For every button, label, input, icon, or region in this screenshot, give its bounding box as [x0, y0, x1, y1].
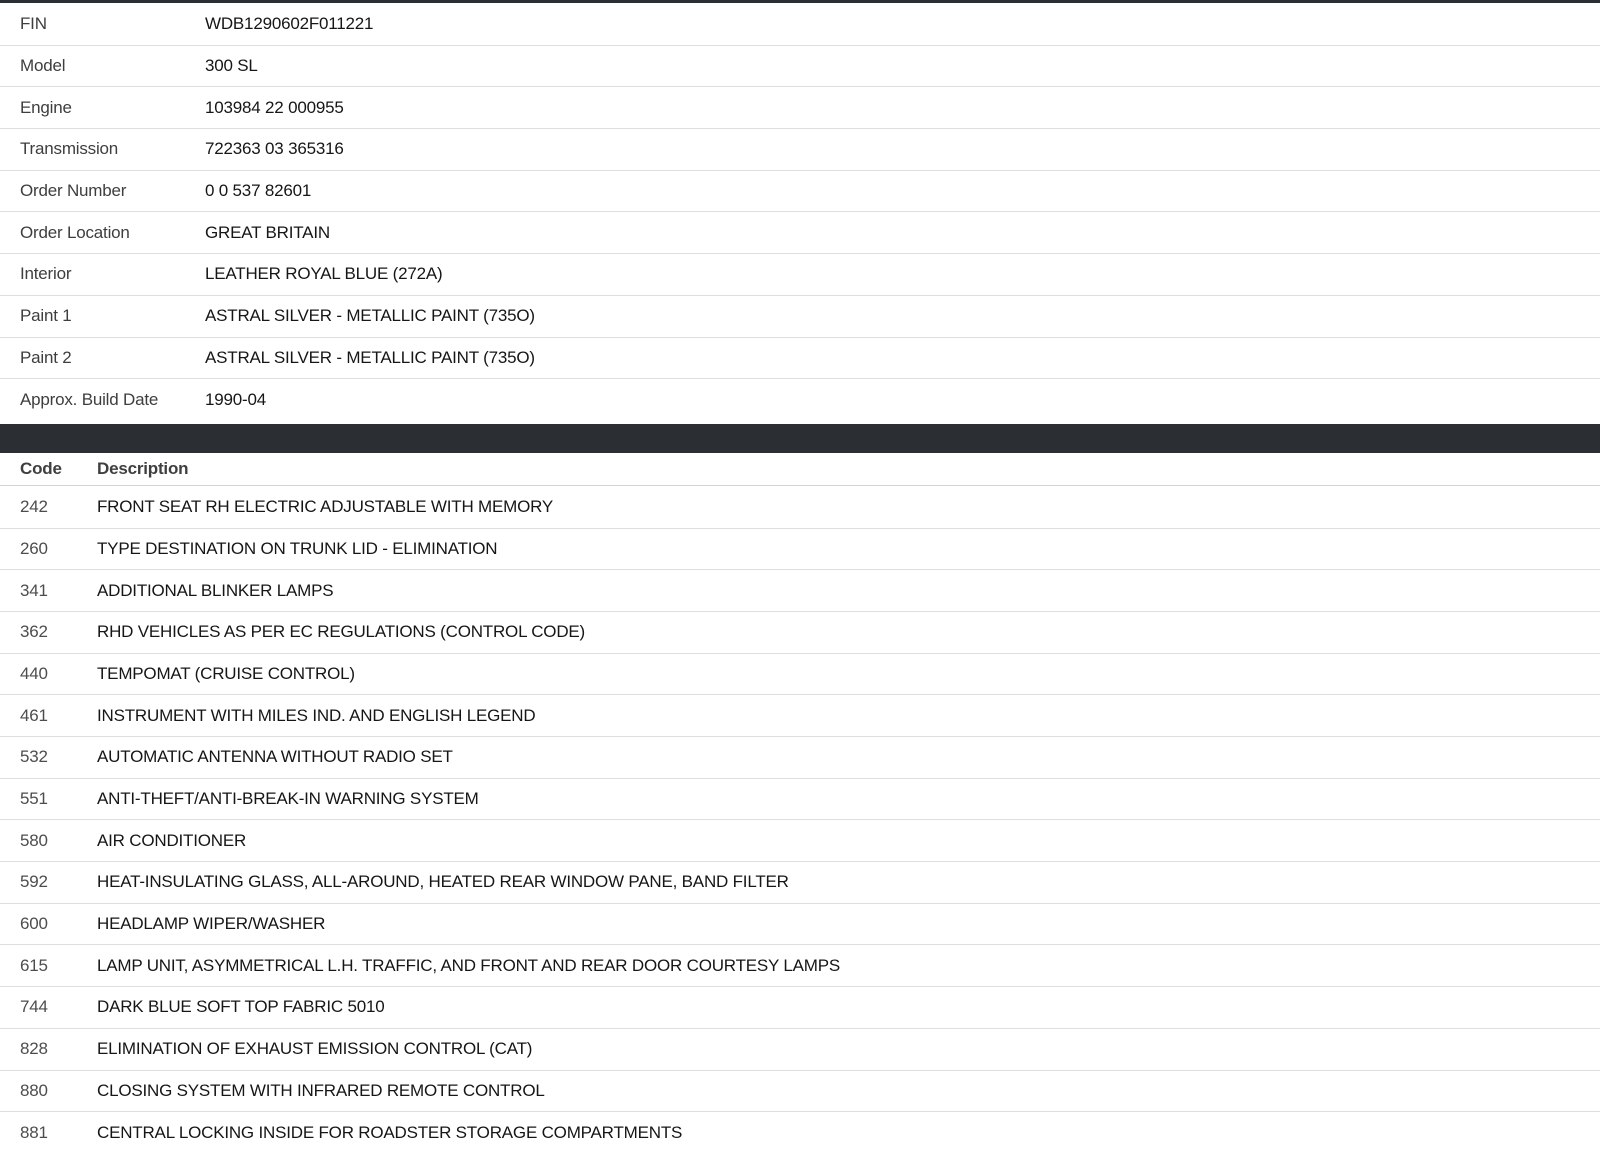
- option-code: 828: [20, 1039, 48, 1059]
- code-row: [0, 653, 1600, 695]
- spec-row: [0, 295, 1600, 337]
- option-code: 440: [20, 663, 48, 683]
- spec-label: Transmission: [20, 139, 119, 159]
- code-row: [0, 944, 1600, 986]
- codes-header-description: Description: [97, 458, 189, 478]
- option-description: CENTRAL LOCKING INSIDE FOR ROADSTER STORAGE COMPARTMENTS: [97, 1122, 683, 1142]
- spec-value: ASTRAL SILVER - METALLIC PAINT (735O): [205, 347, 535, 367]
- code-row: [0, 1070, 1600, 1112]
- code-row: [0, 778, 1600, 820]
- code-row: [0, 611, 1600, 653]
- option-description: RHD VEHICLES AS PER EC REGULATIONS (CONTROL CODE): [97, 622, 586, 642]
- spec-value: LEATHER ROYAL BLUE (272A): [205, 264, 443, 284]
- option-description: HEAT-INSULATING GLASS, ALL-AROUND, HEATED REAR WINDOW PANE, BAND FILTER: [97, 872, 789, 892]
- spec-value: 0 0 537 82601: [205, 181, 312, 201]
- option-codes-table: [0, 453, 1600, 1153]
- option-code: 580: [20, 830, 48, 850]
- option-description: AUTOMATIC ANTENNA WITHOUT RADIO SET: [97, 747, 453, 767]
- option-description: FRONT SEAT RH ELECTRIC ADJUSTABLE WITH MEMORY: [97, 496, 554, 516]
- spec-value: GREAT BRITAIN: [205, 222, 330, 242]
- spec-row: [0, 3, 1600, 45]
- option-code: 260: [20, 538, 48, 558]
- option-description: AIR CONDITIONER: [97, 830, 247, 850]
- option-code: 461: [20, 705, 48, 725]
- option-description: HEADLAMP WIPER/WASHER: [97, 914, 326, 934]
- option-code: 881: [20, 1122, 48, 1142]
- option-code: 880: [20, 1080, 48, 1100]
- option-code: 532: [20, 747, 48, 767]
- spec-value: 300 SL: [205, 56, 258, 76]
- option-description: TYPE DESTINATION ON TRUNK LID - ELIMINATION: [97, 538, 498, 558]
- option-description: INSTRUMENT WITH MILES IND. AND ENGLISH LEGEND: [97, 705, 536, 725]
- option-code: 615: [20, 955, 48, 975]
- section-divider-bar: [0, 424, 1600, 453]
- codes-header-code: Code: [20, 458, 62, 478]
- option-code: 600: [20, 914, 48, 934]
- code-row: [0, 528, 1600, 570]
- option-codes-rows: [0, 486, 1600, 1153]
- spec-value: 103984 22 000955: [205, 97, 344, 117]
- code-row: [0, 1028, 1600, 1070]
- spec-row: [0, 128, 1600, 170]
- spec-row: [0, 337, 1600, 379]
- spec-label: FIN: [20, 13, 47, 33]
- code-row: [0, 486, 1600, 528]
- spec-label: Approx. Build Date: [20, 389, 159, 409]
- spec-row: [0, 253, 1600, 295]
- spec-label: Interior: [20, 264, 72, 284]
- spec-label: Paint 2: [20, 347, 72, 367]
- vehicle-spec-table: [0, 3, 1600, 420]
- option-code: 341: [20, 580, 48, 600]
- option-description: DARK BLUE SOFT TOP FABRIC 5010: [97, 997, 385, 1017]
- code-row: [0, 1111, 1600, 1153]
- option-code: 362: [20, 622, 48, 642]
- spec-row: [0, 45, 1600, 87]
- spec-value: ASTRAL SILVER - METALLIC PAINT (735O): [205, 306, 535, 326]
- option-code: 242: [20, 496, 48, 516]
- spec-label: Order Number: [20, 181, 127, 201]
- spec-label: Model: [20, 56, 66, 76]
- code-row: [0, 861, 1600, 903]
- option-description: ADDITIONAL BLINKER LAMPS: [97, 580, 334, 600]
- spec-label: Paint 1: [20, 306, 72, 326]
- option-code: 551: [20, 789, 48, 809]
- option-code: 592: [20, 872, 48, 892]
- code-row: [0, 903, 1600, 945]
- spec-value: 722363 03 365316: [205, 139, 344, 159]
- codes-header-row: [0, 453, 1600, 486]
- code-row: [0, 986, 1600, 1028]
- spec-row: [0, 211, 1600, 253]
- spec-value: 1990-04: [205, 389, 266, 409]
- code-row: [0, 819, 1600, 861]
- spec-value: WDB1290602F011221: [205, 13, 374, 33]
- option-code: 744: [20, 997, 48, 1017]
- code-row: [0, 569, 1600, 611]
- option-description: ANTI-THEFT/ANTI-BREAK-IN WARNING SYSTEM: [97, 789, 479, 809]
- code-row: [0, 694, 1600, 736]
- code-row: [0, 736, 1600, 778]
- spec-row: [0, 86, 1600, 128]
- option-description: CLOSING SYSTEM WITH INFRARED REMOTE CONTROL: [97, 1080, 545, 1100]
- spec-row: [0, 170, 1600, 212]
- spec-label: Order Location: [20, 222, 130, 242]
- option-description: LAMP UNIT, ASYMMETRICAL L.H. TRAFFIC, AND FRONT AND REAR DOOR COURTESY LAMPS: [97, 955, 841, 975]
- spec-row: [0, 378, 1600, 420]
- option-description: ELIMINATION OF EXHAUST EMISSION CONTROL (CAT): [97, 1039, 533, 1059]
- spec-label: Engine: [20, 97, 72, 117]
- option-description: TEMPOMAT (CRUISE CONTROL): [97, 663, 355, 683]
